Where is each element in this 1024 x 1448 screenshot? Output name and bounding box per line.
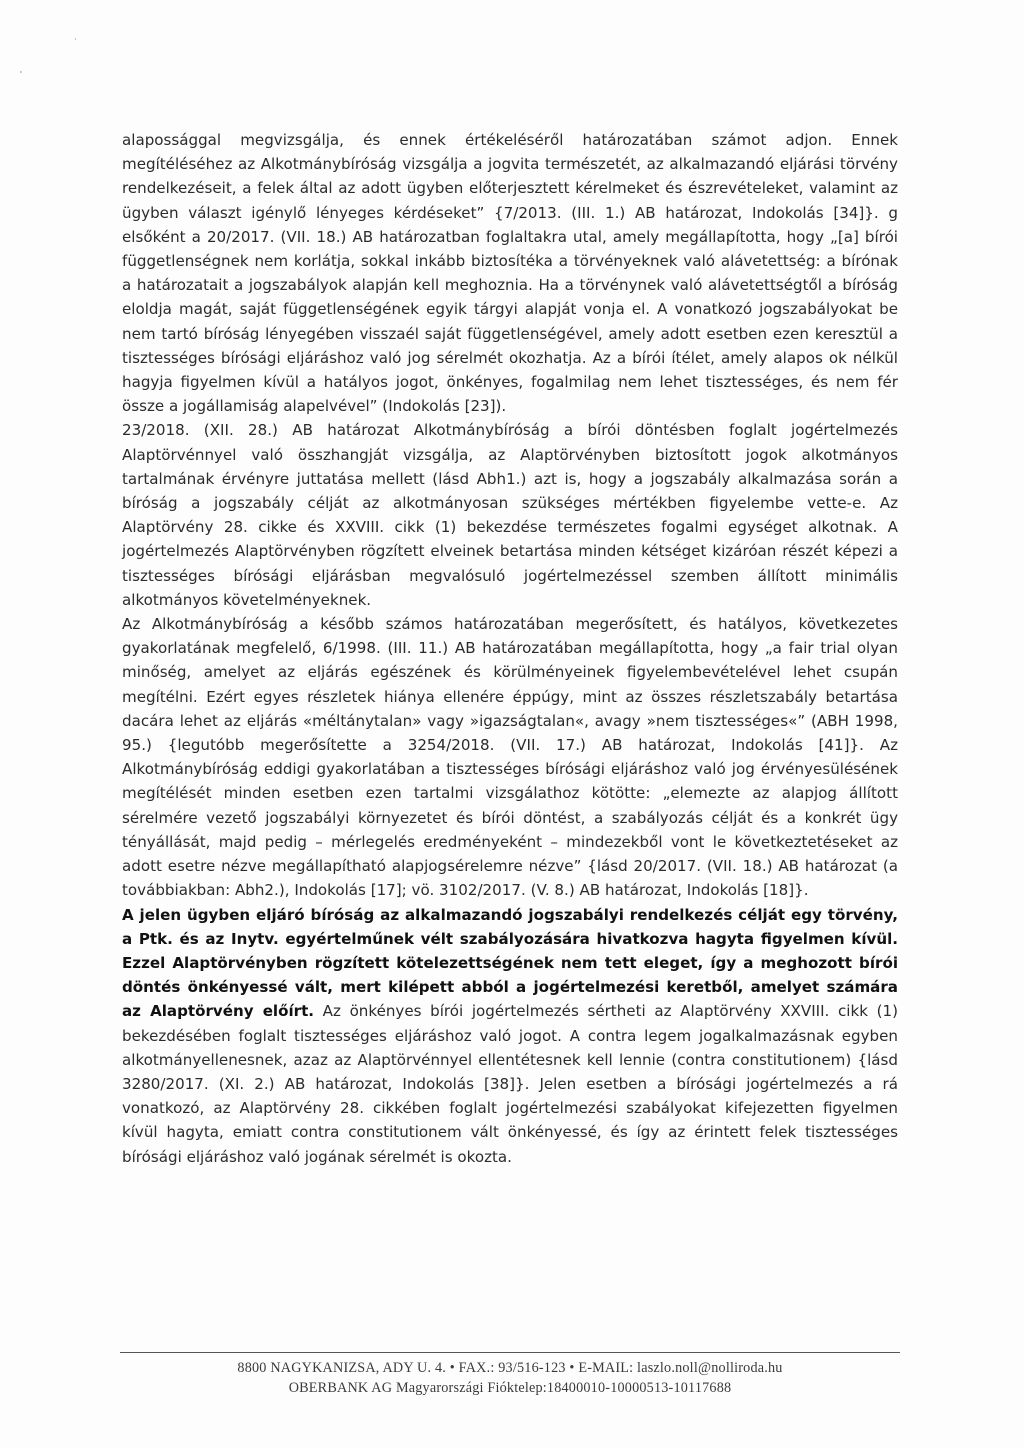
footer-address: 8800 NAGYKANIZSA, ADY U. 4. • FAX.: 93/516-123 • E-MAIL: laszlo.noll@nolliroda.hu — [237, 1360, 783, 1376]
footer-bank: OBERBANK AG Magyarországi Fióktelep:18400010-10000513-10117688 — [288, 1380, 732, 1396]
scan-speck — [75, 38, 76, 40]
paragraph-2: 23/2018. (XII. 28.) AB határozat Alkotmánybíróság a bírói döntésben foglalt jogértelmezés Alaptörvénnyel való összhangját vizsgálja, az Alaptörvényben biztosított jogok alkotmányos tartalmának érvényre juttatása mellett (lásd Abh1.) azt is, hogy a jogszabály alkalmazása során a bíróság a jogszabály célját az alkotmányosan szükséges mértékben figyelembe vette-e. Az Alaptörvény 28. cikke és XXVIII. cikk (1) bekezdése természetes fogalmi egységet alkotnak. A jogértelmezés Alaptörvényben rögzített elveinek betartása minden kétséget kizáróan részét képezi a tisztességes bírósági eljárásban megvalósuló jogértelmezéssel szemben állított minimális alkotmányos követelményeknek. — [122, 421, 898, 609]
paragraph-4 — [122, 903, 898, 1169]
paragraph-4-normal: Az önkényes bírói jogértelmezés sértheti az Alaptörvény XXVIII. cikk (1) bekezdésében foglalt tisztességes eljáráshoz való jogot. A contra legem jogalkalmazásnak egyben alkotmányellenesnek, azaz az Alaptörvénnyel ellentétesnek kell lennie (contra constitutionem) {lásd 3280/2017. (XI. 2.) AB határozat, Indokolás [38]}. Jelen esetben a bírósági jogértelmezés a rá vonatkozó, az Alaptörvény 28. cikkében foglalt jogértelmezési szabályokat kifejezetten figyelmen kívül hagyta, emiatt contra constitutionem vált önkényessé, és így az érintett felek tisztességes bírósági eljáráshoz való jogának sérelmét is okozta. — [122, 1002, 898, 1166]
paragraph-3: Az Alkotmánybíróság a később számos határozatában megerősített, és hatályos, következetes gyakorlatának megfelelő, 6/1998. (III. 11.) AB határozatában megállapította, hogy „a fair trial olyan minőség, amelyet az eljárás egészének és körülményeinek figyelembevételével lehet csupán megítélni. Ezért egyes részletek hiánya ellenére éppúgy, mint az összes részletszabály betartása dacára lehet az eljárás «méltánytalan» vagy »igazságtalan«, avagy »nem tisztességes«” (ABH 1998, 95.) {legutóbb megerősítette a 3254/2018. (VII. 17.) AB határozat, Indokolás [41]}. Az Alkotmánybíróság eddigi gyakorlatában a tisztességes bírósági eljáráshoz való jog érvényesülésének megítélését minden esetben ezen tartalmi vizsgálathoz kötötte: „elemezte az alapjog állított sérelmére vezető jogszabályi környezetet és bírói döntést, a szabályozás célját és a konkrét ügy tényállását, majd pedig – mérlegelés eredményeként – mindezekből vont le következtetéseket az adott esetre nézve megállapítható alapjogsérelemre nézve” {lásd 20/2017. (VII. 18.) AB határozat (a továbbiakban: Abh2.), Indokolás [17]; vö. 3102/2017. (V. 8.) AB határozat, Indokolás [18]}. — [122, 615, 898, 900]
footer-divider — [120, 1352, 900, 1353]
paragraph-1: alapossággal megvizsgálja, és ennek értékeléséről határozatában számot adjon. Ennek megítéléséhez az Alkotmánybíróság vizsgálja a jogvita természetét, az alkalmazandó eljárási törvény rendelkezéseit, a felek által az adott ügyben előterjesztett kérelmeket és észrevételeket, valamint az ügyben választ igénylő lényeges kérdéseket” {7/2013. (III. 1.) AB határozat, Indokolás [34]}. g elsőként a 20/2017. (VII. 18.) AB határozatban foglaltakra utal, amely megállapította, hogy „[a] bírói függetlenségnek nem korlátja, sokkal inkább biztosítéka a törvényeknek való alávetettség: a bírónak a határozatait a jogszabályok alapján kell meghoznia. Ha a törvénynek való alávetettségtől a bíróság eloldja magát, saját függetlenségének egyik tárgyi alapját vonja el. A vonatkozó jogszabályokat be nem tartó bíróság lényegében visszаél saját függetlenségével, amely adott esetben ezen keresztül a tisztességes bírósági eljáráshoz való jog sérelmét okozhatja. Az a bírói ítélet, amely alapos ok nélkül hagyja figyelmen kívül a hatályos jogot, önkényes, fogalmilag nem lehet tisztességes, és nem fér össze a jogállamiság alapelvével” (Indokolás [23]). — [122, 131, 898, 416]
scan-speck — [20, 71, 22, 73]
body-text — [122, 128, 898, 1169]
paragraph-4-bold: A jelen ügyben eljáró bíróság az alkalmazandó jogszabályi rendelkezés célját egy törvény, a Ptk. és az Inytv. egyértelműnek vélt szabályozására hivatkozva hagyta figyelmen kívül. Ezzel Alaptörvényben rögzített kötelezettségének nem tett eleget, így a meghozott bírói döntés önkényessé vált, mert kilépett abból a jogértelmezési keretből, amelyet számára az Alaptörvény előírt. — [122, 905, 898, 1021]
